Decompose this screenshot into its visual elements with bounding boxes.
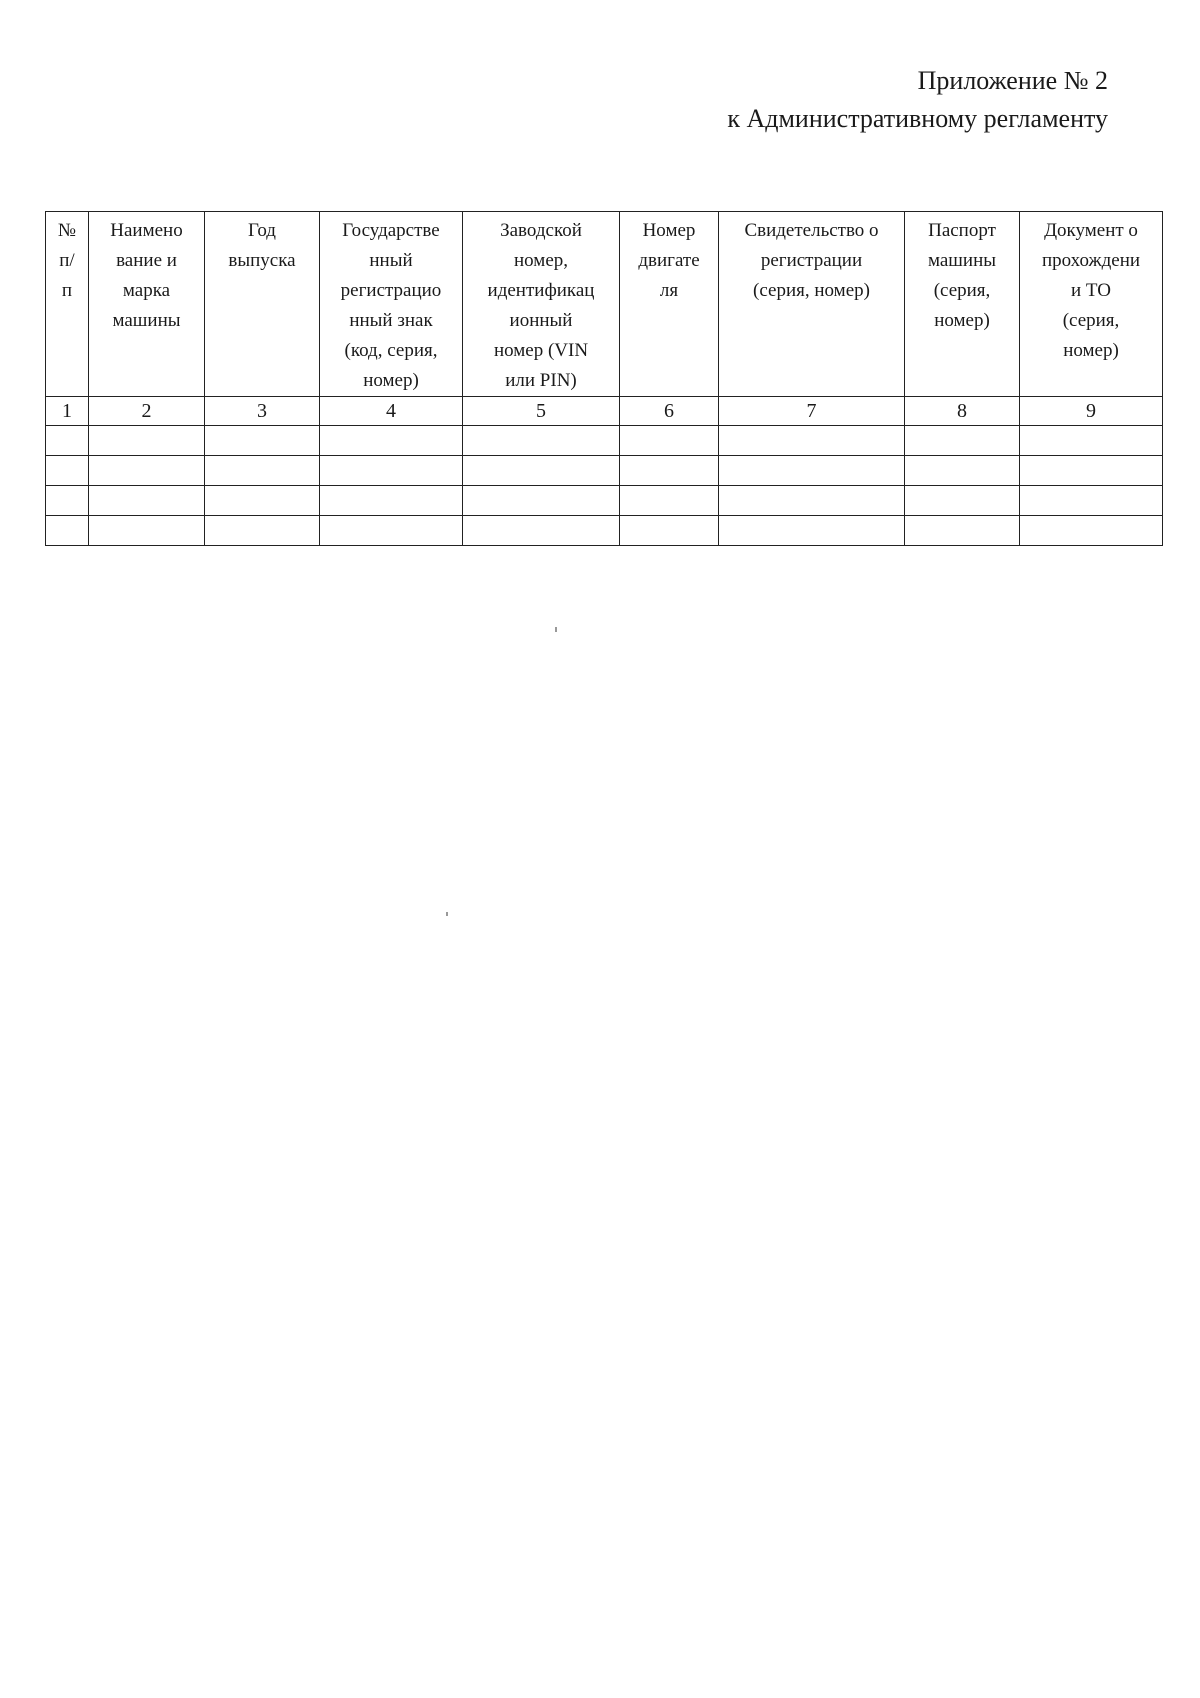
appendix-subtitle: к Административному регламенту xyxy=(727,104,1108,133)
column-number-cell: 1 xyxy=(46,397,89,426)
empty-cell xyxy=(205,486,320,516)
appendix-title: Приложение № 2 xyxy=(917,66,1108,95)
column-header-line: выпуска xyxy=(228,250,296,271)
empty-cell xyxy=(320,516,463,546)
empty-cell xyxy=(463,456,620,486)
column-header-line: и ТО xyxy=(1071,280,1111,301)
column-number-cell: 7 xyxy=(719,397,905,426)
empty-cell xyxy=(905,456,1020,486)
empty-cell xyxy=(620,486,719,516)
empty-cell xyxy=(719,486,905,516)
empty-cell xyxy=(620,516,719,546)
empty-cell xyxy=(205,516,320,546)
column-header-line: Наимено xyxy=(110,220,183,241)
empty-cell xyxy=(1020,516,1163,546)
column-number-cell: 2 xyxy=(89,397,205,426)
column-header-line: или PIN) xyxy=(505,370,577,391)
empty-cell xyxy=(1020,486,1163,516)
vehicle-register-table xyxy=(45,211,1163,546)
column-header xyxy=(719,212,905,397)
column-header-line: номер, xyxy=(513,250,568,271)
column-header-line: (серия, номер) xyxy=(753,280,870,301)
table-row xyxy=(46,516,1163,546)
column-header-line: номер) xyxy=(1063,340,1119,361)
column-header-line: Государстве xyxy=(342,220,440,241)
table-row xyxy=(46,486,1163,516)
column-header-line: п xyxy=(61,280,73,301)
column-header xyxy=(1020,212,1163,397)
column-header-line: нный знак xyxy=(349,310,433,331)
column-header-line: Паспорт xyxy=(928,220,996,241)
column-header-line: Год xyxy=(248,220,276,241)
column-header-line: идентификац xyxy=(487,280,595,301)
column-header-line: номер (VIN xyxy=(493,340,589,361)
empty-cell xyxy=(463,426,620,456)
column-header-line: Номер xyxy=(642,220,696,241)
empty-cell xyxy=(46,486,89,516)
empty-cell xyxy=(719,456,905,486)
column-header xyxy=(463,212,620,397)
column-header-line: прохождени xyxy=(1041,250,1141,271)
empty-cell xyxy=(719,426,905,456)
column-number-cell: 3 xyxy=(205,397,320,426)
empty-cell xyxy=(89,486,205,516)
column-header-line: п/ xyxy=(59,250,75,271)
column-header-line: вание и xyxy=(116,250,177,271)
column-header-line: (серия, xyxy=(933,280,991,301)
column-header-line: номер) xyxy=(934,310,990,331)
column-number-cell: 8 xyxy=(905,397,1020,426)
empty-cell xyxy=(46,516,89,546)
column-header-line: (серия, xyxy=(1062,310,1120,331)
column-number-cell: 4 xyxy=(320,397,463,426)
empty-cell xyxy=(89,426,205,456)
empty-cell xyxy=(719,516,905,546)
column-header-line: машины xyxy=(927,250,997,271)
column-number-cell: 6 xyxy=(620,397,719,426)
empty-cell xyxy=(320,456,463,486)
column-header-line: ионный xyxy=(509,310,573,331)
empty-cell xyxy=(620,456,719,486)
column-header xyxy=(46,212,89,397)
column-header xyxy=(620,212,719,397)
empty-cell xyxy=(1020,426,1163,456)
column-header-line: (код, серия, xyxy=(344,340,438,361)
column-header-line: № xyxy=(57,220,77,241)
table-row xyxy=(46,426,1163,456)
empty-cell xyxy=(205,456,320,486)
column-header-line: ля xyxy=(659,280,679,301)
column-header xyxy=(205,212,320,397)
column-header xyxy=(89,212,205,397)
empty-cell xyxy=(89,456,205,486)
empty-cell xyxy=(46,456,89,486)
column-header-line: регистрации xyxy=(760,250,863,271)
column-number-cell: 5 xyxy=(463,397,620,426)
column-header xyxy=(905,212,1020,397)
column-header-line: регистрацио xyxy=(340,280,442,301)
column-header-line: Документ о xyxy=(1044,220,1138,241)
empty-cell xyxy=(463,516,620,546)
column-number-cell: 9 xyxy=(1020,397,1163,426)
column-header xyxy=(320,212,463,397)
column-header-line: номер) xyxy=(363,370,419,391)
empty-cell xyxy=(1020,456,1163,486)
column-header-line: нный xyxy=(369,250,413,271)
scan-speck xyxy=(555,627,557,632)
column-header-line: Заводской xyxy=(500,220,582,241)
empty-cell xyxy=(320,486,463,516)
empty-cell xyxy=(905,486,1020,516)
empty-cell xyxy=(905,426,1020,456)
empty-cell xyxy=(463,486,620,516)
empty-cell xyxy=(905,516,1020,546)
empty-cell xyxy=(320,426,463,456)
empty-cell xyxy=(205,426,320,456)
column-header-line: машины xyxy=(112,310,181,331)
empty-cell xyxy=(46,426,89,456)
scan-speck xyxy=(446,912,448,916)
empty-cell xyxy=(620,426,719,456)
column-header-line: двигате xyxy=(638,250,700,271)
column-header-line: Свидетельство о xyxy=(744,220,879,241)
column-header-line: марка xyxy=(122,280,171,301)
table-header-row xyxy=(46,212,1163,397)
appendix-header xyxy=(727,62,1108,138)
empty-cell xyxy=(89,516,205,546)
column-number-row xyxy=(46,397,1163,426)
table-row xyxy=(46,456,1163,486)
